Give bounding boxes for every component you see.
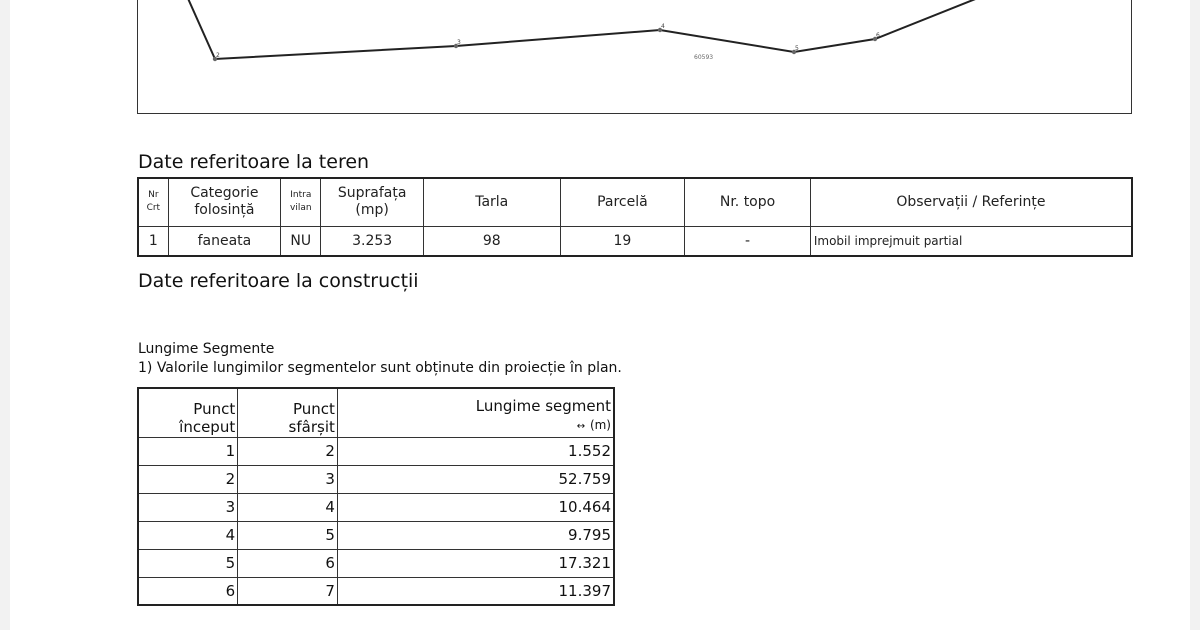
cell-start-point: 5 (138, 549, 238, 577)
table-row (138, 226, 1132, 256)
cell-suprafata: 3.253 (321, 226, 424, 256)
point-label: 6 (876, 32, 880, 39)
length-unit: (m) (589, 417, 611, 432)
page-margin-right (1190, 0, 1200, 630)
cell-end-point: 7 (238, 577, 338, 605)
parcel-plan-svg (138, 0, 1133, 114)
point-label: 5 (795, 45, 799, 52)
col-header-nr-topo: Nr. topo (685, 178, 811, 226)
cell-tarla: 98 (423, 226, 560, 256)
col-header-tarla: Tarla (423, 178, 560, 226)
terrain-data-table (137, 177, 1133, 257)
col-header-start-point (138, 388, 238, 437)
parcel-plan-drawing (137, 0, 1132, 114)
parcel-number-label: 60593 (694, 54, 714, 61)
cell-end-point: 4 (238, 493, 338, 521)
table-row (138, 493, 614, 521)
cell-end-point: 5 (238, 521, 338, 549)
col-header-intravilan (281, 178, 321, 226)
header-line: Intra (290, 190, 312, 201)
point-label: 4 (661, 23, 665, 30)
header-line: Punct (193, 399, 236, 418)
header-line: folosință (194, 202, 255, 219)
col-header-parcela: Parcelă (560, 178, 685, 226)
col-header-nr-crt (138, 178, 168, 226)
header-line: Lungime segment (475, 396, 611, 415)
col-header-suprafata (321, 178, 424, 226)
cell-intravilan: NU (281, 226, 321, 256)
segments-heading (138, 340, 622, 378)
header-line: Crt (146, 203, 161, 214)
cell-end-point: 6 (238, 549, 338, 577)
terrain-section-title: Date referitoare la teren (138, 151, 370, 173)
segments-note: 1) Valorile lungimilor segmentelor sunt obținute din proiecție în plan. (138, 360, 622, 376)
cell-categorie: faneata (168, 226, 281, 256)
table-row (138, 549, 614, 577)
point-label: 2 (216, 52, 220, 59)
col-header-categorie (168, 178, 281, 226)
header-line: (mp) (355, 202, 389, 219)
cell-start-point: 6 (138, 577, 238, 605)
cell-end-point: 2 (238, 437, 338, 465)
col-header-end-point (238, 388, 338, 437)
col-header-segment-length (337, 388, 614, 437)
page-margin-left (0, 0, 10, 630)
table-row (138, 465, 614, 493)
table-row (138, 437, 614, 465)
header-line: Suprafața (337, 185, 407, 202)
table-row (138, 521, 614, 549)
table-row (138, 577, 614, 605)
table-header-row (138, 388, 614, 437)
cell-end-point: 3 (238, 465, 338, 493)
cell-segment-length: 10.464 (337, 493, 614, 521)
cell-nr-topo: - (685, 226, 811, 256)
construction-section-title: Date referitoare la construcții (138, 270, 419, 292)
col-header-observatii: Observații / Referințe (810, 178, 1132, 226)
cell-start-point: 4 (138, 521, 238, 549)
cell-segment-length: 9.795 (337, 521, 614, 549)
cell-segment-length: 11.397 (337, 577, 614, 605)
cell-segment-length: 17.321 (337, 549, 614, 577)
cell-segment-length: 52.759 (337, 465, 614, 493)
header-line: Punct (292, 399, 335, 418)
header-line: început (179, 417, 236, 436)
cell-parcela: 19 (560, 226, 685, 256)
header-line: Nr (148, 190, 159, 201)
segments-title: Lungime Segmente (138, 341, 275, 357)
cell-start-point: 3 (138, 493, 238, 521)
segment-lengths-table (137, 387, 615, 606)
header-line: sfârșit (288, 417, 335, 436)
header-line: vilan (290, 203, 312, 214)
cell-start-point: 2 (138, 465, 238, 493)
double-arrow-icon: ↔ (576, 420, 586, 432)
header-line: Categorie (190, 185, 259, 202)
point-label: 3 (457, 39, 461, 46)
cell-nr-crt: 1 (138, 226, 168, 256)
cell-observatii: Imobil imprejmuit partial (810, 226, 1132, 256)
parcel-boundary-line (186, 0, 988, 59)
cell-start-point: 1 (138, 437, 238, 465)
table-header-row (138, 178, 1132, 226)
cell-segment-length: 1.552 (337, 437, 614, 465)
